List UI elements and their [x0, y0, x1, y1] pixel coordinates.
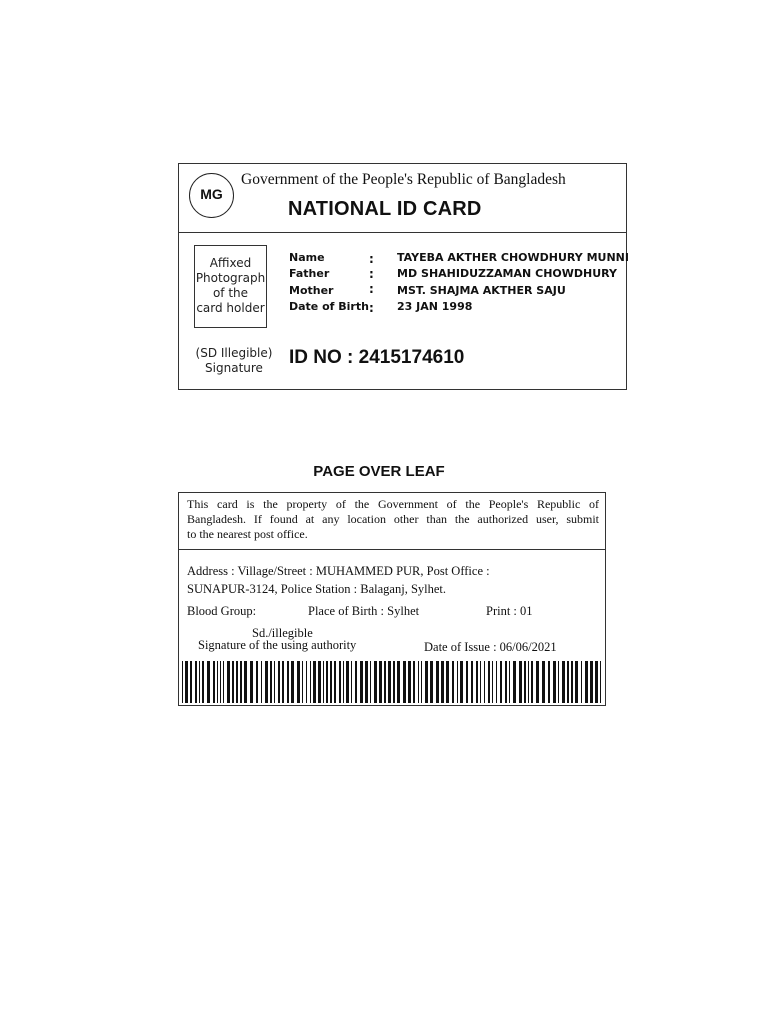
field-label-mother: Mother — [289, 284, 334, 297]
barcode-bar — [287, 661, 289, 703]
property-notice-line: Bangladesh. If found at any location other than the authorized user, submit — [187, 512, 599, 526]
barcode-bar — [476, 661, 478, 703]
barcode-bar — [548, 661, 550, 703]
barcode-bar — [457, 661, 458, 703]
signature-label — [183, 346, 285, 376]
field-colon: : — [369, 252, 374, 266]
nid-back-card — [178, 492, 606, 706]
barcode-bar — [492, 661, 493, 703]
date-of-issue: Date of Issue : 06/06/2021 — [424, 640, 557, 654]
back-divider — [179, 549, 605, 550]
print-count: Print : 01 — [486, 604, 533, 618]
barcode-bar — [585, 661, 588, 703]
authority-signature-label: Signature of the using authority — [198, 638, 357, 652]
barcode-bar — [513, 661, 516, 703]
barcode-bar — [261, 661, 262, 703]
barcode-bar — [471, 661, 473, 703]
barcode-bar — [360, 661, 363, 703]
barcode-bar — [558, 661, 559, 703]
authority-signature: Sd./illegible — [252, 626, 313, 640]
barcode-bar — [536, 661, 539, 703]
barcode-bar — [388, 661, 391, 703]
barcode-bar — [567, 661, 569, 703]
nid-front-card — [178, 163, 627, 390]
barcode-bar — [413, 661, 415, 703]
barcode-bar — [393, 661, 395, 703]
barcode-bar — [500, 661, 502, 703]
barcode-bar — [185, 661, 188, 703]
barcode-bar — [302, 661, 303, 703]
barcode-bar — [256, 661, 258, 703]
field-colon: : — [369, 301, 374, 315]
barcode-bar — [374, 661, 377, 703]
barcode-bar — [590, 661, 593, 703]
photo-text-line: of the — [212, 286, 249, 300]
barcode-bar — [318, 661, 321, 703]
barcode-bar — [265, 661, 268, 703]
barcode-bar — [343, 661, 344, 703]
barcode-bar — [452, 661, 454, 703]
barcode-bar — [270, 661, 272, 703]
barcode-bar — [217, 661, 218, 703]
barcode-bar — [519, 661, 522, 703]
barcode-bar — [250, 661, 253, 703]
field-value-name: TAYEBA AKTHER CHOWDHURY MUNNI — [397, 251, 629, 264]
photo-text-line: card holder — [196, 301, 265, 315]
field-value-father: MD SHAHIDUZZAMAN CHOWDHURY — [397, 267, 617, 280]
barcode-bar — [484, 661, 485, 703]
barcode-bar — [291, 661, 294, 703]
barcode-bar — [446, 661, 449, 703]
barcode-bar — [542, 661, 545, 703]
barcode-bar — [244, 661, 247, 703]
field-colon: : — [369, 267, 374, 281]
barcode-bar — [306, 661, 307, 703]
barcode-bar — [313, 661, 316, 703]
barcode — [181, 661, 603, 703]
barcode-bar — [505, 661, 507, 703]
barcode-bar — [460, 661, 463, 703]
header-divider — [179, 232, 626, 233]
photo-placeholder — [194, 245, 267, 328]
barcode-bar — [421, 661, 422, 703]
barcode-bar — [531, 661, 533, 703]
barcode-bar — [384, 661, 386, 703]
barcode-bar — [339, 661, 341, 703]
field-label-name: Name — [289, 251, 325, 264]
photo-text-line: Photograph — [195, 271, 266, 285]
field-colon: : — [369, 282, 374, 296]
barcode-bar — [190, 661, 192, 703]
barcode-bar — [562, 661, 565, 703]
barcode-bar — [408, 661, 411, 703]
property-notice — [187, 497, 599, 542]
barcode-bar — [480, 661, 481, 703]
barcode-bar — [213, 661, 215, 703]
id-number: ID NO : 2415174610 — [289, 347, 465, 368]
barcode-bar — [524, 661, 526, 703]
barcode-bar — [323, 661, 324, 703]
barcode-bar — [466, 661, 468, 703]
signature-label-line: Signature — [205, 361, 263, 375]
barcode-bar — [379, 661, 382, 703]
barcode-bar — [310, 661, 311, 703]
barcode-bar — [425, 661, 428, 703]
barcode-bar — [232, 661, 234, 703]
barcode-bar — [346, 661, 349, 703]
barcode-bar — [355, 661, 357, 703]
barcode-bar — [528, 661, 529, 703]
barcode-bar — [326, 661, 328, 703]
address-line: SUNAPUR-3124, Police Station : Balaganj, Sylhet. — [187, 582, 447, 596]
barcode-bar — [274, 661, 275, 703]
barcode-bar — [509, 661, 510, 703]
barcode-bar — [595, 661, 598, 703]
overleaf-title: PAGE OVER LEAF — [313, 463, 445, 480]
barcode-bar — [430, 661, 433, 703]
signature-label-line: (SD Illegible) — [195, 346, 273, 360]
barcode-bar — [236, 661, 238, 703]
barcode-bar — [207, 661, 210, 703]
barcode-bar — [282, 661, 284, 703]
barcode-bar — [195, 661, 197, 703]
barcode-bar — [600, 661, 601, 703]
barcode-bar — [553, 661, 556, 703]
barcode-bar — [418, 661, 419, 703]
field-value-mother: MST. SHAJMA AKTHER SAJU — [397, 284, 566, 297]
barcode-bar — [365, 661, 368, 703]
field-value-dob: 23 JAN 1998 — [397, 300, 473, 313]
barcode-bar — [240, 661, 242, 703]
place-of-birth: Place of Birth : Sylhet — [308, 604, 420, 618]
barcode-bar — [496, 661, 497, 703]
barcode-bar — [436, 661, 439, 703]
property-notice-line: to the nearest post office. — [187, 527, 308, 541]
barcode-bar — [278, 661, 280, 703]
barcode-bar — [441, 661, 444, 703]
barcode-bar — [182, 661, 183, 703]
barcode-bar — [571, 661, 573, 703]
barcode-bar — [202, 661, 204, 703]
barcode-bar — [488, 661, 490, 703]
mg-logo: MG — [189, 173, 234, 218]
barcode-bar — [370, 661, 371, 703]
barcode-bar — [351, 661, 352, 703]
blood-group: Blood Group: — [187, 604, 257, 618]
barcode-bar — [227, 661, 230, 703]
property-notice-line: This card is the property of the Government of the People's Republic of — [187, 497, 599, 511]
field-label-dob: Date of Birth — [289, 300, 369, 313]
barcode-bar — [334, 661, 336, 703]
barcode-bar — [403, 661, 406, 703]
barcode-bar — [330, 661, 332, 703]
government-title: Government of the People's Republic of Bangladesh — [241, 171, 566, 188]
photo-text-line: Affixed — [209, 256, 252, 270]
barcode-bar — [581, 661, 582, 703]
barcode-bar — [220, 661, 221, 703]
card-title: NATIONAL ID CARD — [288, 198, 482, 220]
barcode-bar — [575, 661, 578, 703]
barcode-bar — [397, 661, 400, 703]
barcode-bar — [223, 661, 224, 703]
field-label-father: Father — [289, 267, 330, 280]
barcode-bar — [297, 661, 300, 703]
barcode-bar — [199, 661, 200, 703]
address-line: Address : Village/Street : MUHAMMED PUR, Post Office : — [187, 564, 490, 578]
